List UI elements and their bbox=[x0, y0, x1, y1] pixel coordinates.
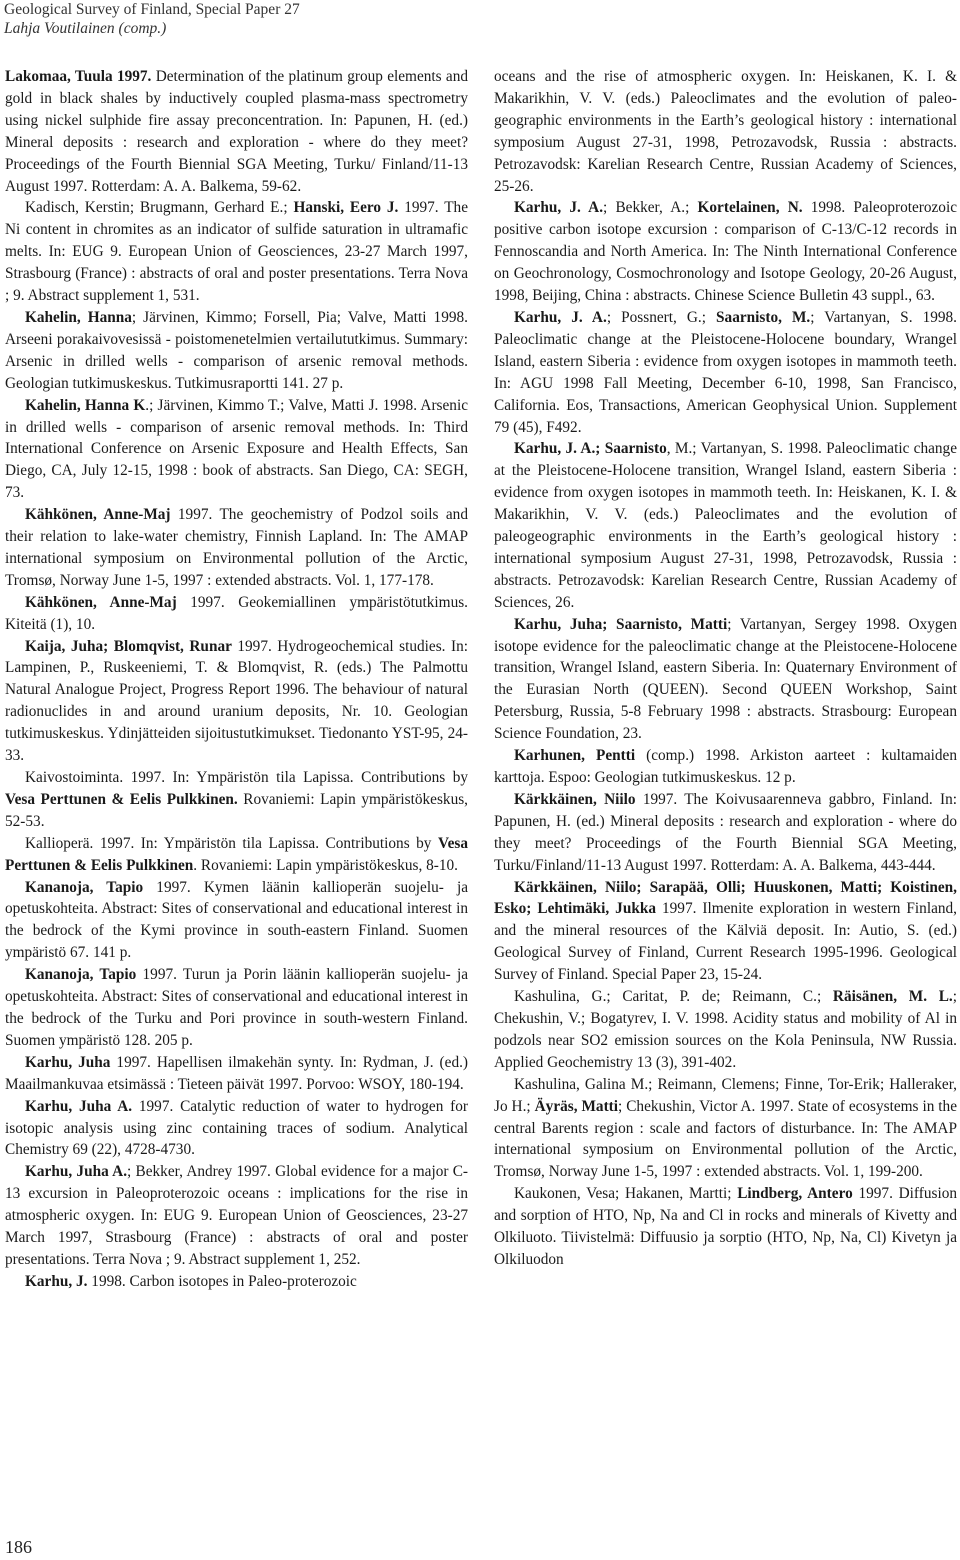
reference-entry bbox=[5, 1096, 468, 1162]
series-title: Geological Survey of Finland, Special Paper 27 bbox=[4, 1, 300, 18]
reference-text: 1997. Hydrogeochemical studies. In: Lampinen, P., Ruskeeniemi, T. & Blomqvist, R. (eds.) The Palmottu Natural Analogue Project, Progress Report 1996. The behaviour of natural radionuclides in and around uranium deposits, Nr. 10. Geologian tutkimuskeskus. Ydinjätteiden sijoitustutkimukset. Tiedonanto YST-95, 24-33. bbox=[5, 637, 468, 765]
reference-author: Vesa Perttunen & Eelis Pulkkinen bbox=[5, 834, 468, 874]
page-number: 186 bbox=[5, 1537, 32, 1557]
reference-text: ; Bekker, Andrey 1997. Global evidence for a major C-13 excursion in Paleoproterozoic oceans : implications for the rise in atmospheric oxygen. In: EUG 9. European Union of Geosciences, 23-27 March 1997, Strasbourg (France) : abstracts of oral and poster presentations. Terra Nova ; 9. Abstract supplement 1, 252. bbox=[5, 1163, 468, 1268]
reference-entry-continued bbox=[494, 66, 957, 197]
reference-author: Kahelin, Hanna bbox=[25, 308, 132, 326]
reference-text: . Rovaniemi: Lapin ympäristökeskus, 8-10. bbox=[193, 856, 458, 874]
reference-entry bbox=[5, 636, 468, 767]
reference-author: Karhu, Juha A. bbox=[25, 1163, 128, 1181]
reference-text: ; Chekushin, V.; Bogatyrev, I. V. 1998. Acidity status and mobility of Al in podzols near SO2 emission sources on the Kola Peninsula, NW Russia. Applied Geochemistry 13 (3), 391-402. bbox=[494, 988, 957, 1071]
reference-text: , M.; Vartanyan, S. 1998. Paleoclimatic change at the Pleistocene-Holocene transition, Wrangel Island, eastern Siberia : evidence from oxygen isotopes in mammoth teeth. In: Heiskanen, K. I. & Makarikhin, V. V. (eds.) Paleoclimates and the evolution of paleogeographic environments in the Earth’s geological history : international symposium August 27-31, 1998, Petrozavodsk, Russia : abstracts. Petrozavodsk: Karelian Research Centre, Russian Academy of Sciences, 26. bbox=[494, 440, 957, 611]
reference-entry bbox=[5, 66, 468, 197]
reference-entry bbox=[5, 504, 468, 592]
reference-text: 1997. Turun ja Porin läänin kallioperän suojelu- ja opetuskohteita. Abstract: Sites of conservational and educational interest in the bedrock of the Turku and Pori province in south-western Finland. Suomen ympäristö 128. 205 p. bbox=[5, 966, 468, 1049]
reference-text: .; Järvinen, Kimmo T.; Valve, Matti J. 1998. Arsenic in drilled wells - comparison of arsenic removal methods. In: Third International Conference on Arsenic Exposure and Health Effects, San Diego, CA, July 12-15, 1998 : book of abstracts. San Diego, CA: SEGH, 73. bbox=[5, 396, 468, 502]
reference-entry bbox=[5, 964, 468, 1052]
reference-author-plain: ; Possnert, G.; bbox=[606, 308, 717, 326]
reference-text: (comp.) 1998. Arkiston aarteet : kultamaiden karttoja. Espoo: Geologian tutkimuskeskus. 12 p. bbox=[494, 747, 957, 786]
reference-entry bbox=[494, 438, 957, 613]
reference-entry bbox=[5, 1052, 468, 1096]
reference-entry bbox=[5, 1271, 468, 1293]
reference-entry bbox=[5, 592, 468, 636]
reference-text: Rovaniemi: Lapin ympäristökeskus, 52-53. bbox=[5, 790, 468, 830]
reference-author-plain: Kaukonen, Vesa; Hakanen, Martti; bbox=[514, 1185, 738, 1203]
reference-author: Äyräs, Matti bbox=[534, 1097, 619, 1115]
reference-text: 1998. Paleoproterozoic positive carbon isotope excursion : comparison of C-13/C-12 records in Fennoscandia and North America. In: The Ninth International Conference on Geochronology, Cosmochronology and Isotope Geology, 20-26 August, 1998, Beijing, China : abstracts. Chinese Science Bulletin 43 suppl., 63. bbox=[494, 199, 957, 305]
left-column bbox=[5, 66, 468, 1293]
reference-author: Karhunen, Pentti bbox=[514, 747, 636, 765]
reference-text: 1997. Geokemiallinen ympäristötutkimus. Kiteitä (1), 10. bbox=[5, 593, 468, 633]
reference-author: Räisänen, M. L. bbox=[832, 988, 953, 1006]
reference-entry bbox=[5, 767, 468, 833]
reference-text: ; Vartanyan, Sergey 1998. Oxygen isotope evidence for the paleoclimatic change at the Pleistocene-Holocene transition, Wrangel Island, eastern Siberia. In: Quaternary Environment of the Eurasian North (QUEEN). Second QUEEN Workshop, Saint Petersburg, Russia, 5-8 February 1998 : abstracts. Strasbourg: European Science Foundation, 23. bbox=[494, 615, 957, 743]
reference-author-plain: Kashulina, G.; Caritat, P. de; Reimann, C.; bbox=[514, 988, 833, 1006]
reference-author-plain: Kallioperä. 1997. In: Ympäristön tila Lapissa. Contributions by bbox=[25, 834, 438, 852]
reference-text: 1997. Kymen läänin kallioperän suojelu- ja opetuskohteita. Abstract: Sites of conservational and educational interest in the bedrock of the Kymi province in south-eastern Finland. Suomen ympäristö 67. 141 p. bbox=[5, 878, 468, 962]
reference-text: ; Järvinen, Kimmo; Forsell, Pia; Valve, Matti 1998. Arseeni porakaivovesissä - poistomenetelmien vertailututkimus. Summary: Arsenic in drilled wells - comparison of arsenic removal methods. Geologian tutkimuskeskus. Tutkimusraportti 141. 27 p. bbox=[5, 308, 468, 392]
reference-text: ; Chekushin, Victor A. 1997. State of ecosystems in the central Barents region : scale and factors of disturbance. In: The AMAP international symposium on Environmental pollution of the Arctic, Tromsø, Norway June 1-5, 1997 : extended abstracts. Vol. 1, 199-200. bbox=[494, 1097, 957, 1181]
right-column bbox=[494, 66, 957, 1271]
reference-text: Determination of the platinum group elements and gold in black shales by inductively coupled plasma-mass spectrometry using nickel sulphide fire assay preconcentration. In: Papunen, H. (ed.) Mineral deposits : research and exploration - where do they meet? Proceedings of the Fourth Biennial SGA Meeting, Turku/ Finland/11-13 August 1997. Rotterdam: A. A. Balkema, 59-62. bbox=[5, 68, 468, 195]
reference-author: Hanski, Eero J. bbox=[293, 199, 399, 217]
reference-entry bbox=[494, 986, 957, 1074]
reference-author: Lindberg, Antero bbox=[737, 1185, 853, 1203]
reference-entry bbox=[5, 877, 468, 965]
reference-author-plain: ; Bekker, A.; bbox=[603, 199, 698, 217]
reference-text: 1997. Catalytic reduction of water to hydrogen for isotopic analysis using zinc containing traces of sodium. Analytical Chemistry 69 (22), 4728-4730. bbox=[5, 1097, 468, 1159]
reference-text: 1997. The Koivusaarenneva gabbro, Finland. In: Papunen, H. (ed.) Mineral deposits : research and exploration - where do they meet? Proceedings of the Fourth Biennial SGA Meeting, Turku/Finland/11-13 August 1997. Rotterdam: A. A. Balkema, 443-444. bbox=[494, 790, 957, 874]
reference-author: Saarnisto, M. bbox=[716, 308, 811, 326]
reference-entry bbox=[494, 614, 957, 745]
reference-author: Karhu, J. A. bbox=[514, 308, 607, 326]
reference-entry bbox=[5, 395, 468, 505]
reference-text: 1997. The geochemistry of Podzol soils and their relation to lake-water chemistry, Finnish Lapland. In: The AMAP international symposium on Environmental pollution of the Arctic, Tromsø, Norway June 1-5, 1997 : extended abstracts. Vol. 1, 177-178. bbox=[5, 506, 468, 589]
reference-author: Kananoja, Tapio bbox=[25, 966, 137, 984]
reference-author: Kärkkäinen, Niilo bbox=[514, 790, 636, 808]
reference-author: Karhu, Juha A. bbox=[25, 1097, 133, 1115]
reference-author: Kahelin, Hanna K bbox=[25, 396, 146, 414]
reference-text: 1998. Carbon isotopes in Paleo-proterozoic bbox=[87, 1272, 357, 1290]
reference-author-plain: Kaivostoiminta. 1997. In: Ympäristön tila Lapissa. Contributions by bbox=[25, 769, 468, 786]
reference-text: oceans and the rise of atmospheric oxygen. In: Heiskanen, K. I. & Makarikhin, V. V. (eds.) Paleoclimates and the evolution of paleo-geographic environments in the Earth’s geological history : international symposium August 27-31, 1998, Petrozavodsk, Russia : abstracts. Petrozavodsk: Karelian Research Centre, Russian Academy of Sciences, 25-26. bbox=[494, 68, 957, 195]
reference-entry bbox=[494, 307, 957, 438]
reference-author: Karhu, J. A.; Saarnisto bbox=[514, 440, 667, 458]
reference-author: Kortelainen, N. bbox=[697, 199, 803, 217]
reference-text: 1997. Diffusion and sorption of HTO, Np, Na and Cl in rocks and minerals of Kivetty and Olkiluoto. Tiivistelmä: Diffuusio ja sorptio (HTO, Np, Na, Cl) Kivetyn ja Olkiluodon bbox=[494, 1185, 957, 1268]
reference-author: Karhu, J. bbox=[25, 1272, 88, 1290]
reference-entry bbox=[5, 833, 468, 877]
reference-text: 1997. Ilmenite exploration in western Finland, and the mineral resources of the Kälviä deposit. In: Autio, S. (ed.) Geological Survey of Finland, Current Research 1995-1996. Geological Survey of Finland. Special Paper 23, 15-24. bbox=[494, 900, 957, 984]
compiler-line: Lahja Voutilainen (comp.) bbox=[4, 20, 167, 37]
reference-author: Karhu, Juha; Saarnisto, Matti bbox=[514, 615, 728, 633]
reference-author: Kähkönen, Anne-Maj bbox=[25, 506, 171, 524]
reference-author: Kähkönen, Anne-Maj bbox=[25, 593, 177, 611]
reference-author: Kaija, Juha; Blomqvist, Runar bbox=[25, 637, 232, 655]
reference-author: Karhu, J. A. bbox=[514, 199, 604, 217]
reference-text: 1997. Hapellisen ilmakehän synty. In: Rydman, J. (ed.) Maailmankuvaa etsimässä : Tieteen päivät 1997. Porvoo: WSOY, 180-194. bbox=[5, 1053, 469, 1093]
reference-entry bbox=[494, 745, 957, 789]
reference-author: Lakomaa, Tuula 1997. bbox=[5, 68, 152, 85]
reference-entry bbox=[494, 1183, 957, 1271]
reference-entry bbox=[494, 877, 957, 987]
reference-text: ; Vartanyan, S. 1998. Paleoclimatic change at the Pleistocene-Holocene boundary, Wrangel Island, eastern Siberia : evidence from oxygen isotopes in mammoth teeth. In: AGU 1998 Fall Meeting, December 6-10, 1998, San Francisco, California. Eos, Transactions, American Geophysical Union. Supplement 79 (45), F492. bbox=[494, 308, 957, 436]
running-header bbox=[4, 0, 604, 38]
reference-entry bbox=[494, 789, 957, 877]
reference-entry bbox=[5, 307, 468, 395]
reference-entry bbox=[5, 1161, 468, 1271]
reference-author-plain: Kashulina, Galina M.; Reimann, Clemens; Finne, Tor-Erik; Halleraker, Jo H.; bbox=[494, 1075, 957, 1115]
reference-author: Kananoja, Tapio bbox=[25, 878, 144, 896]
reference-entry bbox=[5, 197, 468, 307]
reference-author: Vesa Perttunen & Eelis Pulkkinen. bbox=[5, 790, 238, 808]
reference-entry bbox=[494, 197, 957, 307]
reference-author: Kärkkäinen, Niilo; Sarapää, Olli; Huuskonen, Matti; Koistinen, Esko; Lehtimäki, Jukka bbox=[494, 878, 957, 918]
reference-author-plain: Kadisch, Kerstin; Brugmann, Gerhard E.; bbox=[25, 199, 294, 217]
reference-entry bbox=[494, 1074, 957, 1184]
reference-author: Karhu, Juha bbox=[25, 1053, 111, 1071]
reference-text: 1997. The Ni content in chromites as an indicator of sulfide saturation in ultramafic melts. In: EUG 9. European Union of Geosciences, 23-27 March 1997, Strasbourg (France) : abstracts of oral and poster presentations. Terra Nova ; 9. Abstract supplement 1, 531. bbox=[5, 199, 468, 305]
